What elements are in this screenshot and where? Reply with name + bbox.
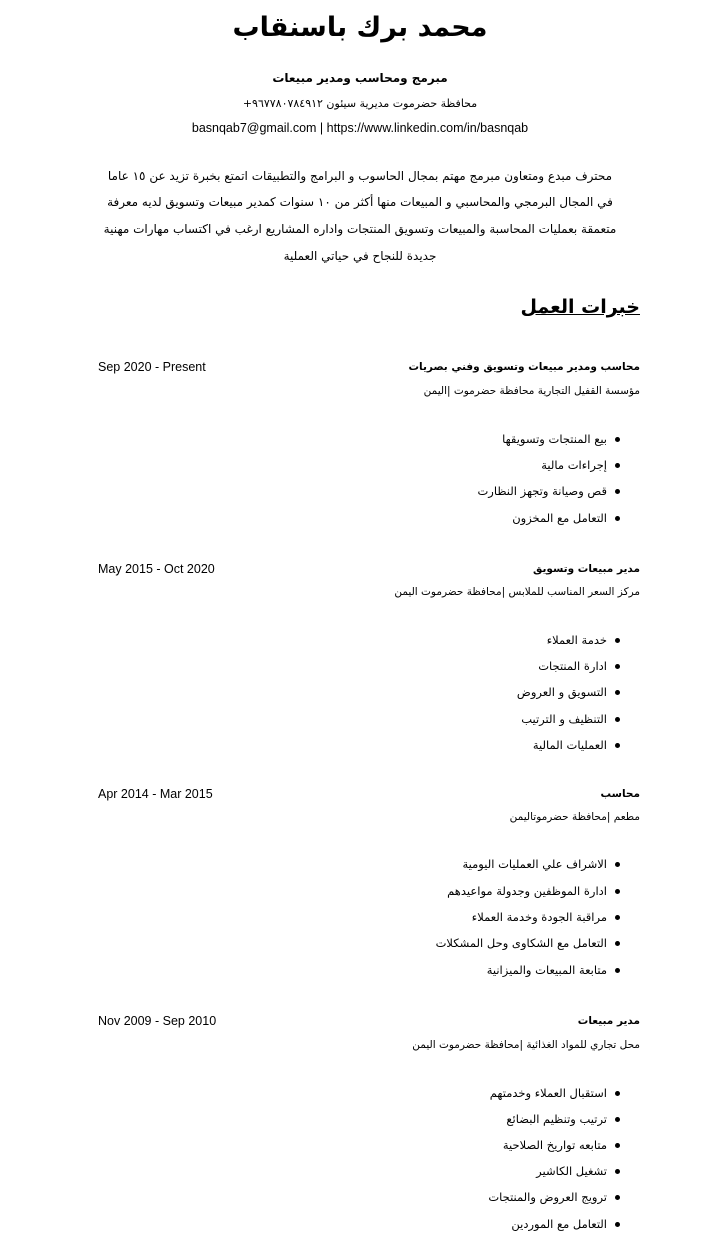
job-company: مؤسسة القفيل التجارية محافظة حضرموت |اليمن xyxy=(423,385,640,397)
bullet-icon xyxy=(615,968,620,973)
list-item: خدمة العملاء xyxy=(547,633,620,647)
summary-line: محترف مبدع ومتعاون مبرمج مهتم بمجال الحاسوب و البرامج والتطبيقات اتمتع بخبرة تزيد عن ١٥ عاما xyxy=(107,169,613,183)
job-title: محاسب xyxy=(600,788,640,800)
bullet-icon xyxy=(615,889,620,894)
list-item: التنظيف و الترتيب xyxy=(521,712,620,726)
bullet-icon xyxy=(615,1222,620,1227)
bullet-icon xyxy=(615,915,620,920)
job-date: Apr 2014 - Mar 2015 xyxy=(98,787,213,801)
list-item: استقبال العملاء وخدمتهم xyxy=(490,1086,620,1100)
list-item: التعامل مع الموردين xyxy=(511,1217,620,1231)
list-item: إجراءات مالية xyxy=(541,458,620,472)
bullet-icon xyxy=(615,717,620,722)
experience-section-title: خبرات العمل xyxy=(520,296,640,318)
job-company: محل تجاري للمواد الغذائية |محافظة حضرموت اليمن xyxy=(412,1039,640,1051)
job-title: مدير مبيعات وتسويق xyxy=(533,563,640,575)
summary-line: جديدة للنجاح في حياتي العملية xyxy=(283,249,437,263)
bullet-icon xyxy=(615,1117,620,1122)
job-date: May 2015 - Oct 2020 xyxy=(98,562,215,576)
resume-name: محمد برك باسنقاب xyxy=(232,12,488,43)
list-item: ادارة الموظفين وجدولة مواعيدهم xyxy=(447,884,620,898)
bullet-icon xyxy=(615,862,620,867)
job-date: Sep 2020 - Present xyxy=(98,360,206,374)
summary-line: في المجال البرمجي والمحاسبي و المبيعات منها أكثر من ١٠ سنوات كمدير مبيعات وتسويق لديه معرفة xyxy=(107,195,613,209)
bullet-icon xyxy=(615,489,620,494)
job-date: Nov 2009 - Sep 2010 xyxy=(98,1014,217,1028)
list-item: الاشراف علي العمليات اليومية xyxy=(463,857,620,871)
job-company: مطعم |محافظة حضرموتاليمن xyxy=(509,811,640,823)
list-item: العمليات المالية xyxy=(533,738,620,752)
resume-contact[interactable]: basnqab7@gmail.com | https://www.linkedin.com/in/basnqab xyxy=(191,121,529,135)
bullet-icon xyxy=(615,437,620,442)
bullet-icon xyxy=(615,690,620,695)
list-item: تشغيل الكاشير xyxy=(536,1164,620,1178)
bullet-icon xyxy=(615,1195,620,1200)
resume-subtitle: مبرمج ومحاسب ومدير مبيعات xyxy=(272,71,448,85)
bullet-icon xyxy=(615,1169,620,1174)
job-title: مدير مبيعات xyxy=(577,1015,640,1027)
bullet-icon xyxy=(615,743,620,748)
list-item: التعامل مع المخزون xyxy=(512,511,620,525)
job-company: مركز السعر المناسب للملابس |محافظة حضرموت اليمن xyxy=(394,586,640,598)
bullet-icon xyxy=(615,1143,620,1148)
bullet-icon xyxy=(615,941,620,946)
job-title: محاسب ومدير مبيعات وتسويق وفني بصريات xyxy=(408,361,640,373)
bullet-icon xyxy=(615,638,620,643)
list-item: ترويج العروض والمنتجات xyxy=(488,1190,620,1204)
bullet-icon xyxy=(615,664,620,669)
list-item: متابعه تواريخ الصلاحية xyxy=(503,1138,620,1152)
bullet-icon xyxy=(615,516,620,521)
list-item: ادارة المنتجات xyxy=(538,659,620,673)
list-item: التسويق و العروض xyxy=(517,685,620,699)
list-item: متابعة المبيعات والميزانية xyxy=(487,963,620,977)
list-item: بيع المنتجات وتسويقها xyxy=(502,432,620,446)
bullet-icon xyxy=(615,463,620,468)
bullet-icon xyxy=(615,1091,620,1096)
list-item: التعامل مع الشكاوى وحل المشكلات xyxy=(436,936,620,950)
list-item: مراقبة الجودة وخدمة العملاء xyxy=(472,910,620,924)
list-item: ترتيب وتنظيم البضائع xyxy=(506,1112,620,1126)
list-item: قص وصيانة وتجهز النظارت xyxy=(477,484,620,498)
resume-address: محافظة حضرموت مديرية سيئون ٩٦٧٧٨٠٧٨٤٩١٢+ xyxy=(242,97,478,110)
summary-line: متعمقة بعمليات المحاسبة والمبيعات وتسويق المنتجات واداره المشاريع ارغب في اكتساب مهارات مهنية xyxy=(103,222,617,236)
